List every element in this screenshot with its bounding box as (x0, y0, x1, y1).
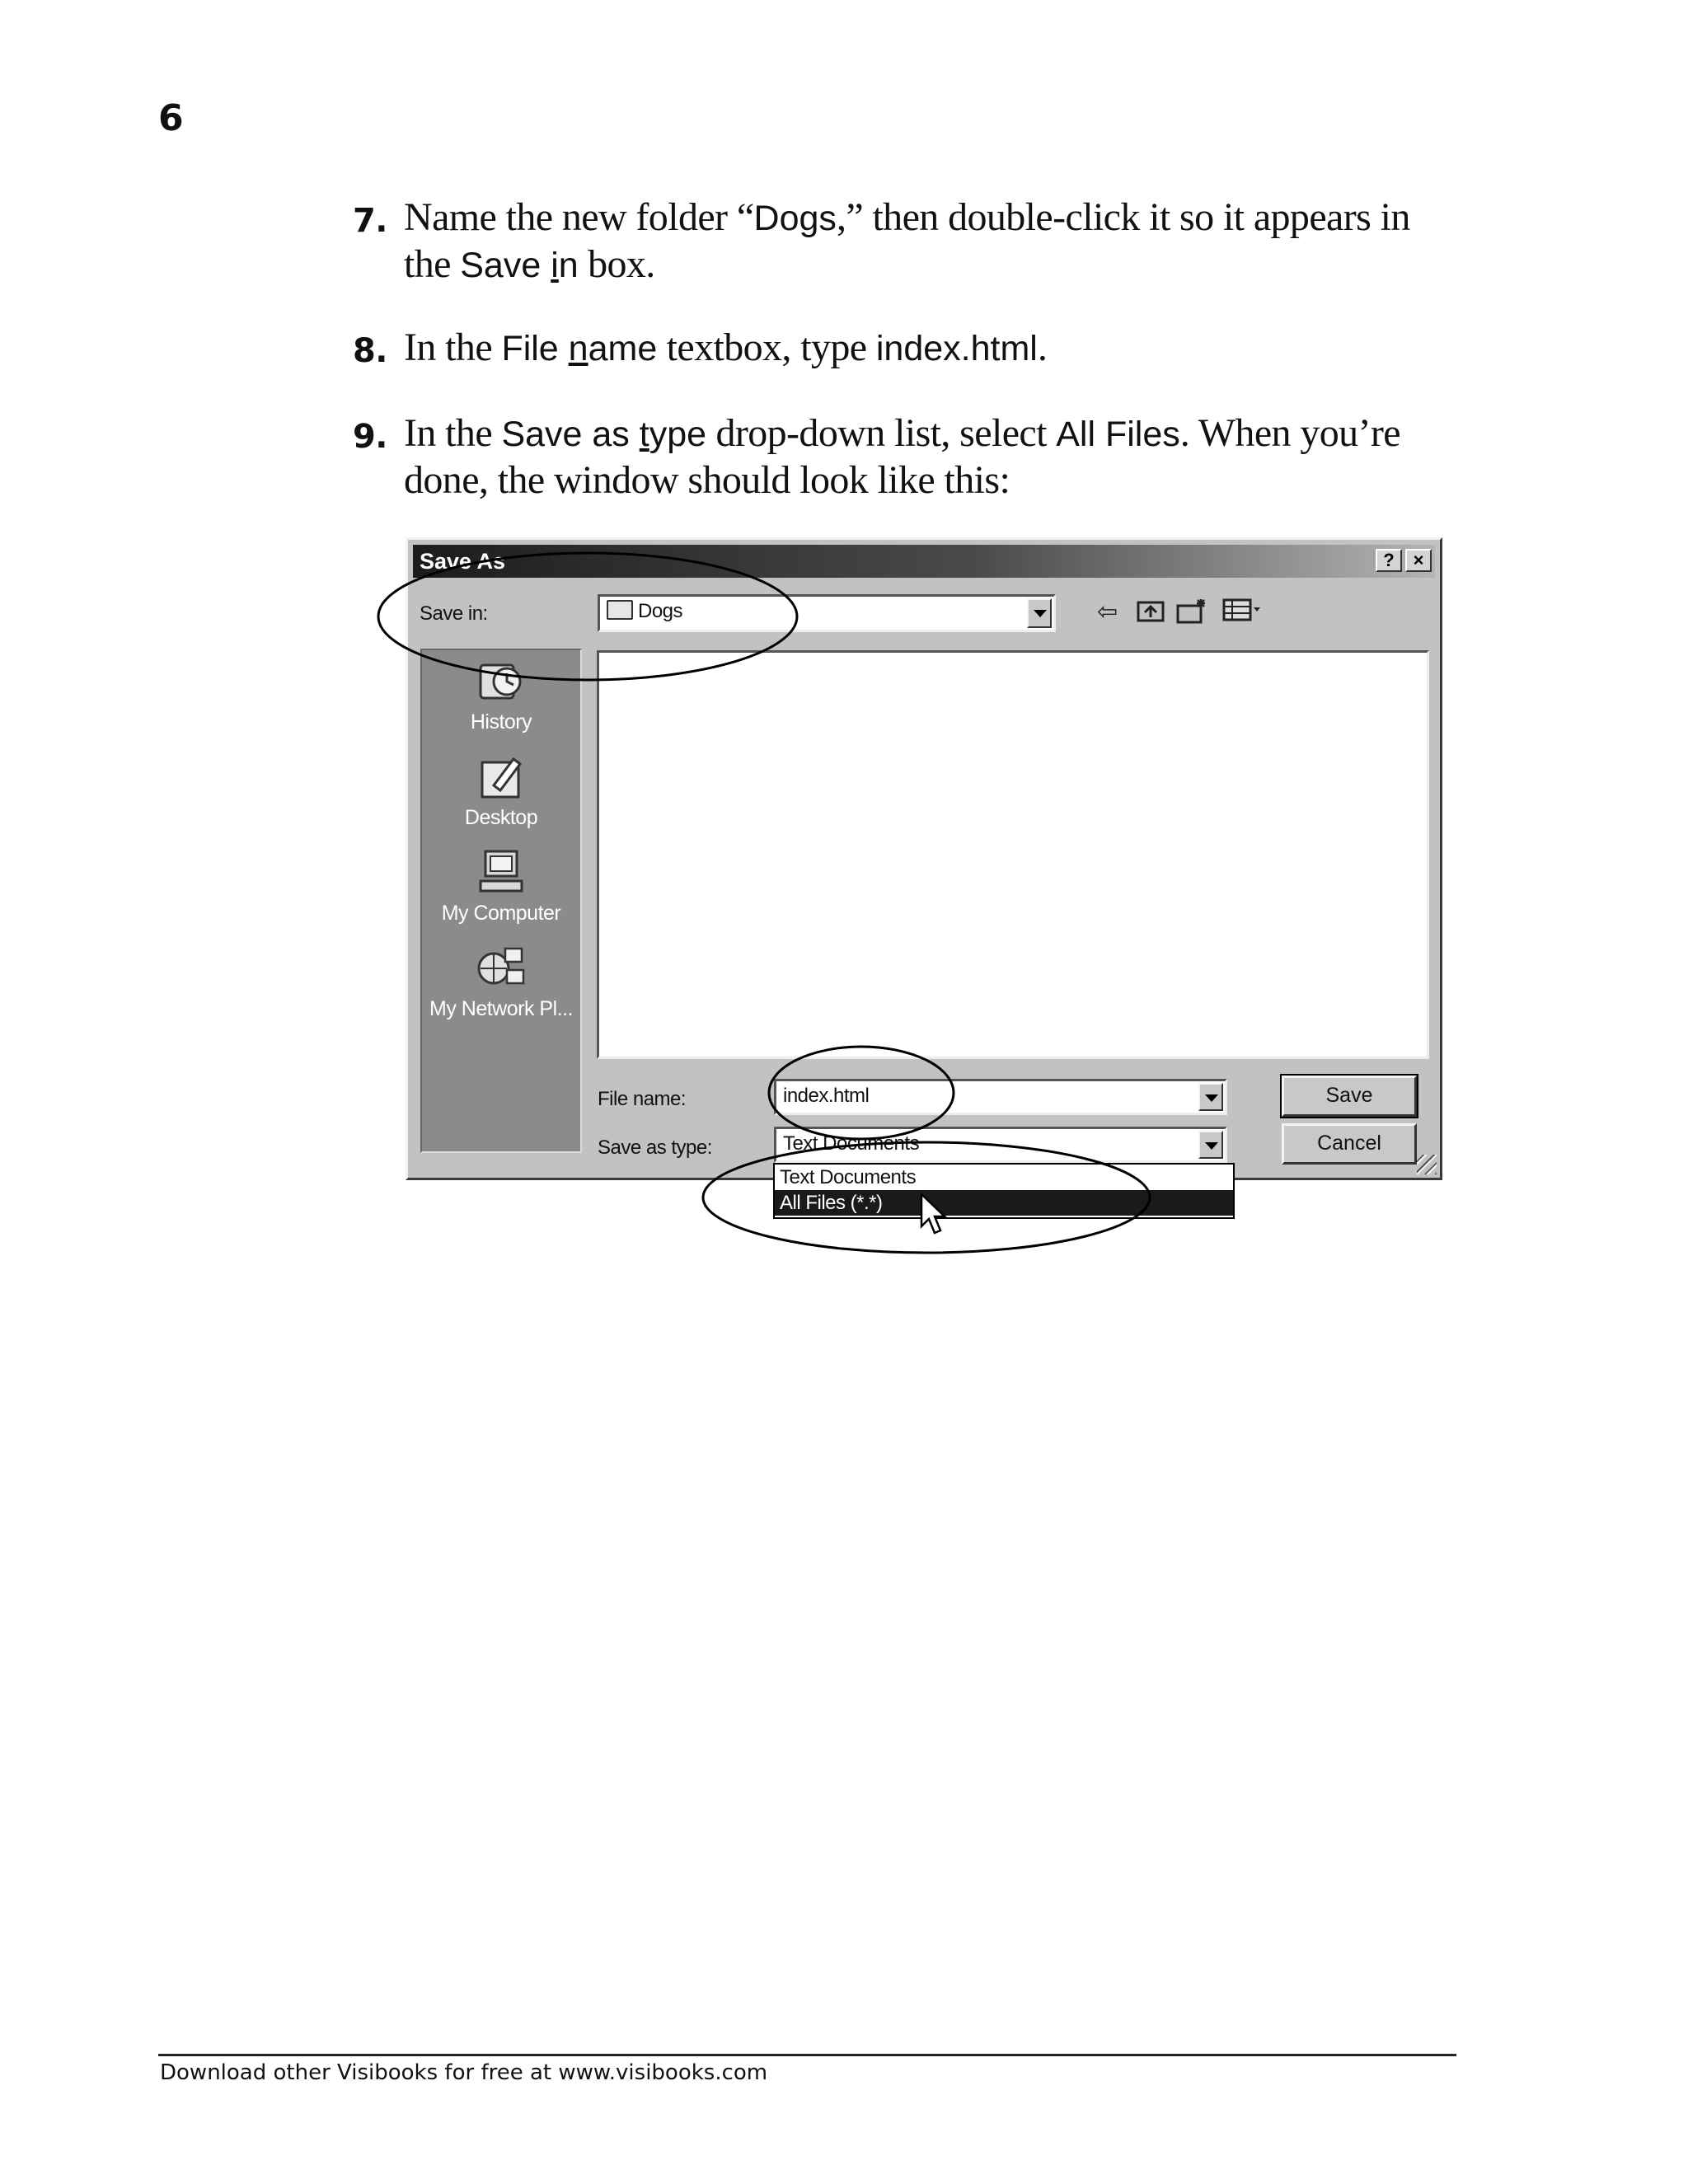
file-name-label: File name: (598, 1088, 687, 1110)
file-name-input[interactable]: index.html (783, 1085, 870, 1107)
dropdown-option-text-documents[interactable]: Text Documents (780, 1166, 917, 1188)
dialog-titlebar[interactable] (413, 545, 1435, 578)
computer-icon (476, 848, 527, 896)
close-button[interactable]: × (1405, 549, 1432, 572)
dialog-title: Save As (420, 549, 506, 574)
footer-rule (158, 2054, 1456, 2056)
instruction-steps (353, 194, 1449, 540)
save-as-type-dropdown-list (773, 1163, 1235, 1219)
file-name-combo[interactable] (774, 1079, 1227, 1115)
desktop-icon (476, 752, 527, 800)
save-as-type-value: Text Documents (783, 1132, 920, 1155)
cancel-button[interactable]: Cancel (1282, 1123, 1417, 1165)
place-history[interactable] (422, 657, 580, 734)
save-in-label: Save in: (420, 602, 488, 625)
view-menu-icon[interactable] (1222, 598, 1262, 629)
history-icon (476, 657, 527, 705)
step-7 (353, 194, 1449, 288)
save-button[interactable]: Save (1282, 1076, 1417, 1117)
step-text: In the Save as type drop-down list, select All Files. When you’re done, the window should look like this: (404, 411, 1400, 502)
folder-icon (607, 600, 633, 620)
up-folder-icon[interactable] (1137, 598, 1165, 629)
network-places-icon (476, 944, 527, 991)
place-label: My Computer (441, 902, 561, 925)
chevron-down-icon[interactable] (1198, 1131, 1223, 1159)
page-number: 6 (158, 97, 184, 139)
step-8 (353, 325, 1449, 374)
save-as-type-label: Save as type: (598, 1137, 712, 1159)
step-number: 7. (353, 202, 387, 240)
resize-grip[interactable] (1417, 1155, 1437, 1174)
step-text: In the File name textbox, type index.html. (404, 326, 1048, 369)
dropdown-option-all-files[interactable]: All Files (*.*) (775, 1190, 1233, 1216)
save-in-value: Dogs (607, 600, 682, 623)
step-number: 8. (353, 332, 387, 370)
place-label: History (470, 710, 532, 733)
step-9 (353, 410, 1449, 504)
footer-text: Download other Visibooks for free at www.visibooks.com (160, 2060, 768, 2085)
help-button[interactable]: ? (1376, 549, 1402, 572)
save-as-dialog (406, 537, 1442, 1180)
place-my-network-places[interactable] (422, 944, 580, 1021)
back-icon[interactable]: ⇦ (1097, 598, 1118, 626)
place-label: Desktop (464, 806, 538, 829)
step-text: Name the new folder “Dogs,” then double-click it so it appears in the Save in box. (404, 195, 1410, 286)
new-folder-icon[interactable] (1176, 598, 1209, 630)
places-bar (420, 649, 582, 1153)
save-as-type-combo[interactable] (774, 1127, 1227, 1163)
place-my-computer[interactable] (422, 848, 580, 926)
save-in-combo[interactable] (598, 594, 1056, 632)
file-list[interactable] (597, 650, 1429, 1059)
place-desktop[interactable] (422, 752, 580, 830)
chevron-down-icon[interactable] (1027, 598, 1052, 628)
place-label: My Network Pl... (429, 997, 573, 1020)
chevron-down-icon[interactable] (1198, 1083, 1223, 1111)
step-number: 9. (353, 418, 387, 456)
